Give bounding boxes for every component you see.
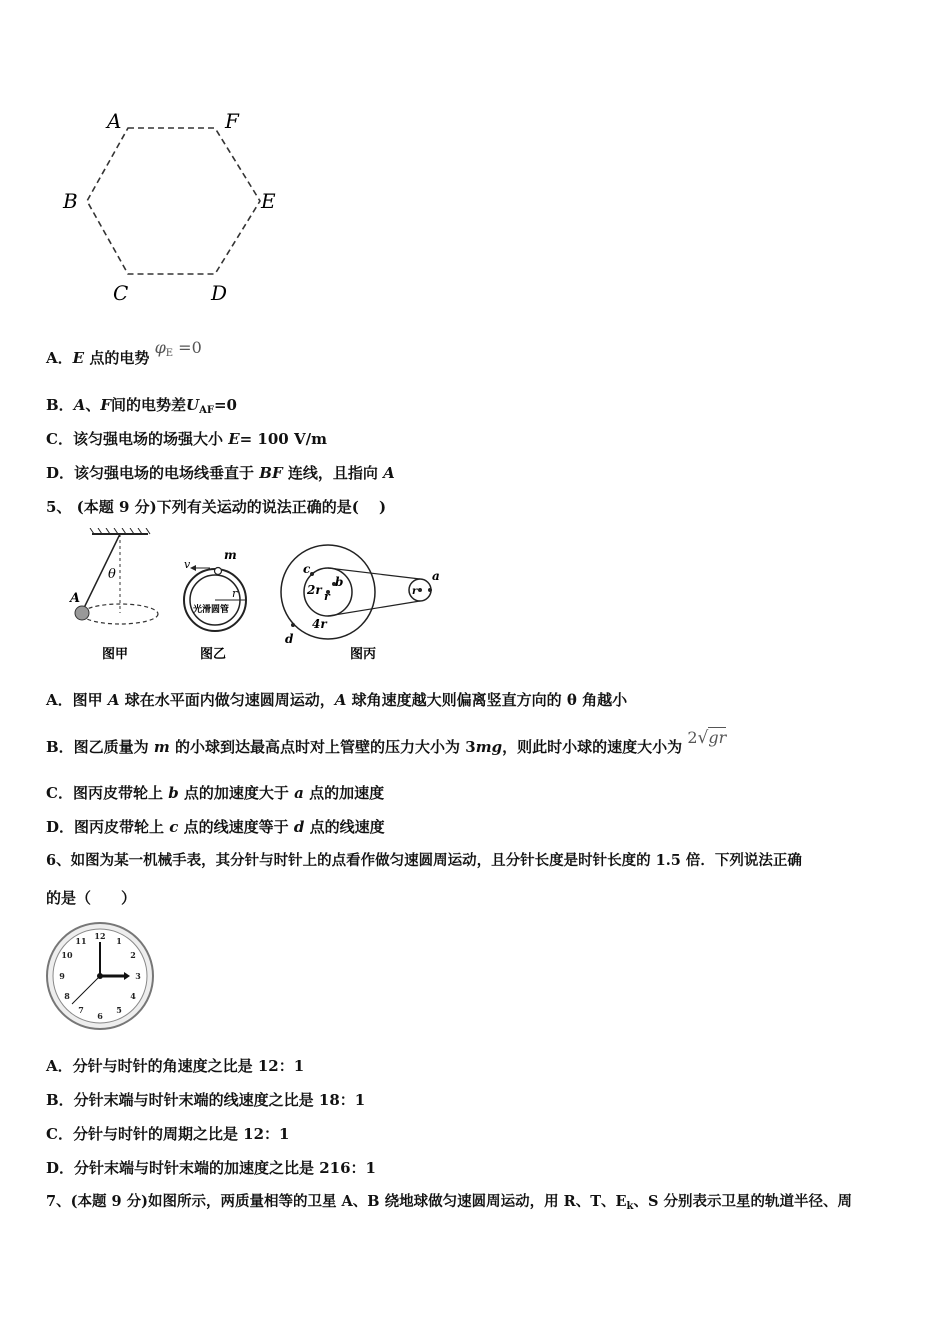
q5-option-a: A．图甲 A 球在水平面内做匀速圆周运动，A 球角速度越大则偏离竖直方向的 θ 角越小 bbox=[46, 691, 628, 709]
svg-text:r: r bbox=[232, 587, 238, 600]
q5-option-d: D．图丙皮带轮上 c 点的线速度等于 d 点的线速度 bbox=[46, 818, 385, 836]
svg-text:r: r bbox=[324, 590, 330, 603]
svg-text:d: d bbox=[285, 632, 294, 646]
svg-text:3: 3 bbox=[135, 971, 141, 981]
label-C: C bbox=[113, 281, 129, 305]
svg-text:b: b bbox=[335, 575, 344, 589]
svg-text:10: 10 bbox=[61, 950, 73, 960]
svg-text:6: 6 bbox=[97, 1011, 103, 1021]
q6-option-d: D．分针末端与时针末端的加速度之比是 216：1 bbox=[46, 1159, 376, 1177]
q4-option-a: A．E 点的电势 $\varphi_E =0$ bbox=[46, 338, 202, 367]
velocity-formula: 2√gr bbox=[687, 728, 727, 748]
svg-text:图丙: 图丙 bbox=[350, 647, 377, 662]
svg-text:c: c bbox=[303, 562, 311, 576]
label-F: F bbox=[225, 109, 239, 133]
fig-jia bbox=[68, 528, 158, 662]
svg-text:2r: 2r bbox=[307, 583, 322, 597]
q4-option-c: C．该匀强电场的场强大小 E= 100 V/m bbox=[46, 430, 327, 448]
q5-option-c: C．图丙皮带轮上 b 点的加速度大于 a 点的加速度 bbox=[46, 784, 385, 802]
hexagon-figure bbox=[55, 100, 295, 310]
svg-text:11: 11 bbox=[75, 936, 87, 946]
svg-text:7: 7 bbox=[78, 1005, 84, 1015]
svg-text:图乙: 图乙 bbox=[200, 647, 227, 662]
svg-text:a: a bbox=[432, 569, 440, 583]
label-A: A bbox=[107, 109, 122, 133]
q7-stem: 7、(本题 9 分)如图所示，两质量相等的卫星 A、B 绕地球做匀速圆周运动，用 R、T、$E_k$、S 分别表示卫星的轨道半径、周 bbox=[46, 1193, 853, 1212]
q6-option-c: C．分针与时针的周期之比是 12：1 bbox=[46, 1125, 290, 1143]
svg-text:2: 2 bbox=[130, 950, 136, 960]
clock-figure bbox=[44, 920, 158, 1032]
label-E: E bbox=[261, 189, 276, 213]
svg-text:4r: 4r bbox=[312, 617, 327, 631]
svg-text:v: v bbox=[184, 558, 191, 571]
q6-stem-line1: 6、如图为某一机械手表，其分针与时针上的点看作做匀速圆周运动，且分针长度是时针长度的 1.5 倍．下列说法正确 bbox=[46, 852, 802, 869]
svg-text:A: A bbox=[70, 591, 81, 606]
svg-text:4: 4 bbox=[130, 991, 136, 1001]
q6-option-a: A．分针与时针的角速度之比是 12：1 bbox=[46, 1057, 305, 1075]
q4-option-d: D．该匀强电场的电场线垂直于 BF 连线，且指向 A bbox=[46, 464, 395, 482]
label-D: D bbox=[211, 281, 228, 305]
q4-option-b: B．A、F间的电势差$U_{AF}=0$ bbox=[46, 396, 237, 416]
svg-text:8: 8 bbox=[64, 991, 70, 1001]
q6-stem-line2: 的是（ ） bbox=[46, 889, 137, 907]
svg-text:图甲: 图甲 bbox=[102, 647, 129, 662]
hexagon-outline bbox=[87, 128, 260, 274]
svg-text:θ: θ bbox=[108, 567, 116, 582]
svg-text:9: 9 bbox=[59, 971, 65, 981]
q6-option-b: B．分针末端与时针末端的线速度之比是 18：1 bbox=[46, 1091, 366, 1109]
svg-text:1: 1 bbox=[116, 936, 122, 946]
fig-yi bbox=[184, 548, 246, 662]
q5-stem: 5、 (本题 9 分)下列有关运动的说法正确的是( ) bbox=[46, 498, 387, 516]
label-B: B bbox=[63, 189, 78, 213]
svg-text:光滑圆管: 光滑圆管 bbox=[193, 605, 230, 615]
q5-option-b: B．图乙质量为 m 的小球到达最高点时对上管壁的压力大小为 3mg，则此时小球的速度大小为 2√gr bbox=[46, 728, 727, 756]
svg-text:r: r bbox=[412, 586, 418, 597]
fig-bing bbox=[281, 545, 440, 662]
phi-e-formula: $\varphi_E =0$ bbox=[154, 338, 202, 359]
svg-text:5: 5 bbox=[116, 1005, 122, 1015]
svg-text:m: m bbox=[224, 548, 237, 562]
q5-figures bbox=[60, 528, 460, 668]
svg-text:12: 12 bbox=[94, 931, 106, 941]
